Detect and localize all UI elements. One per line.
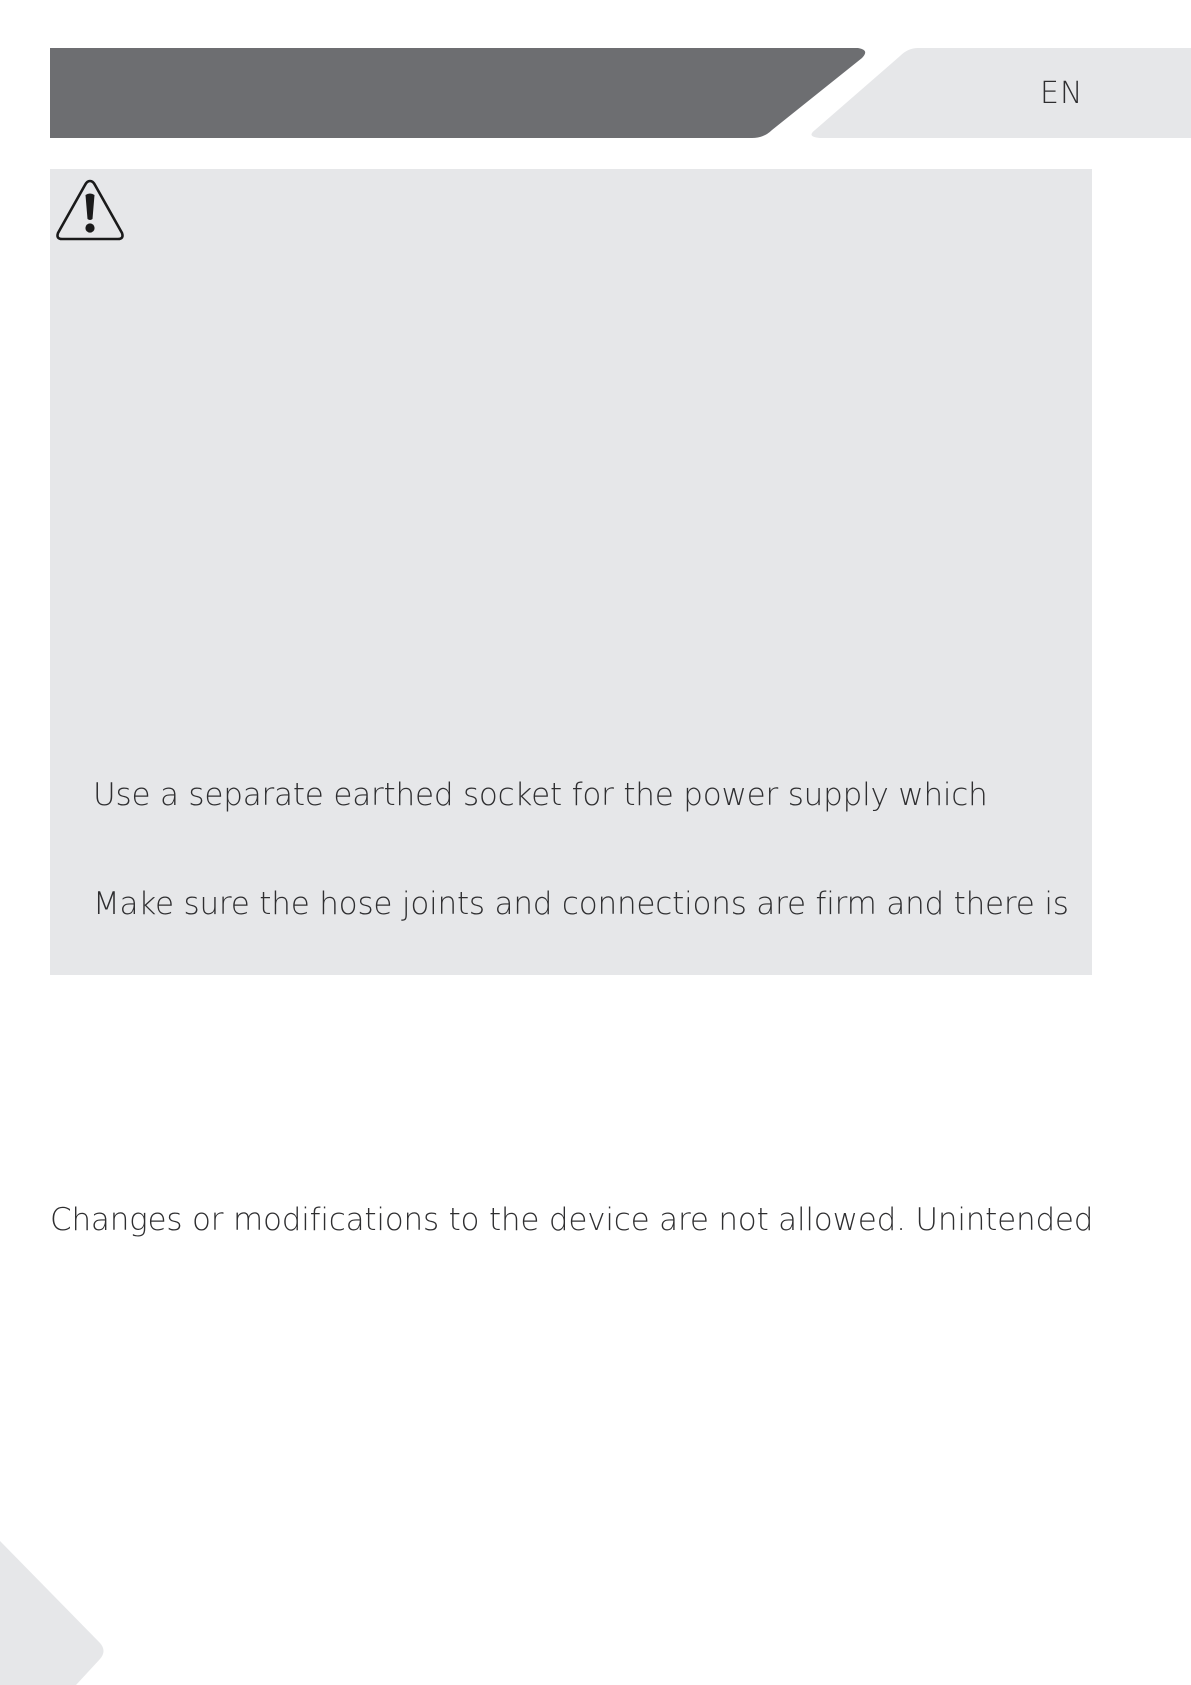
warning-triangle-icon [55, 177, 125, 243]
warning-line-earthed-socket: Use a separate earthed socket for the power supply which [93, 777, 988, 813]
warning-line-hose-joints: Make sure the hose joints and connections are firm and there is [93, 886, 1069, 922]
language-code: EN [1040, 76, 1084, 111]
page-corner-decoration [0, 1535, 110, 1685]
header-banner [0, 0, 1191, 150]
body-paragraph-modifications: Changes or modifications to the device are not allowed. Unintended [50, 1202, 1094, 1238]
warning-box [50, 169, 1092, 975]
header-dark-bar [50, 48, 865, 138]
header-language-tab [811, 48, 1191, 138]
